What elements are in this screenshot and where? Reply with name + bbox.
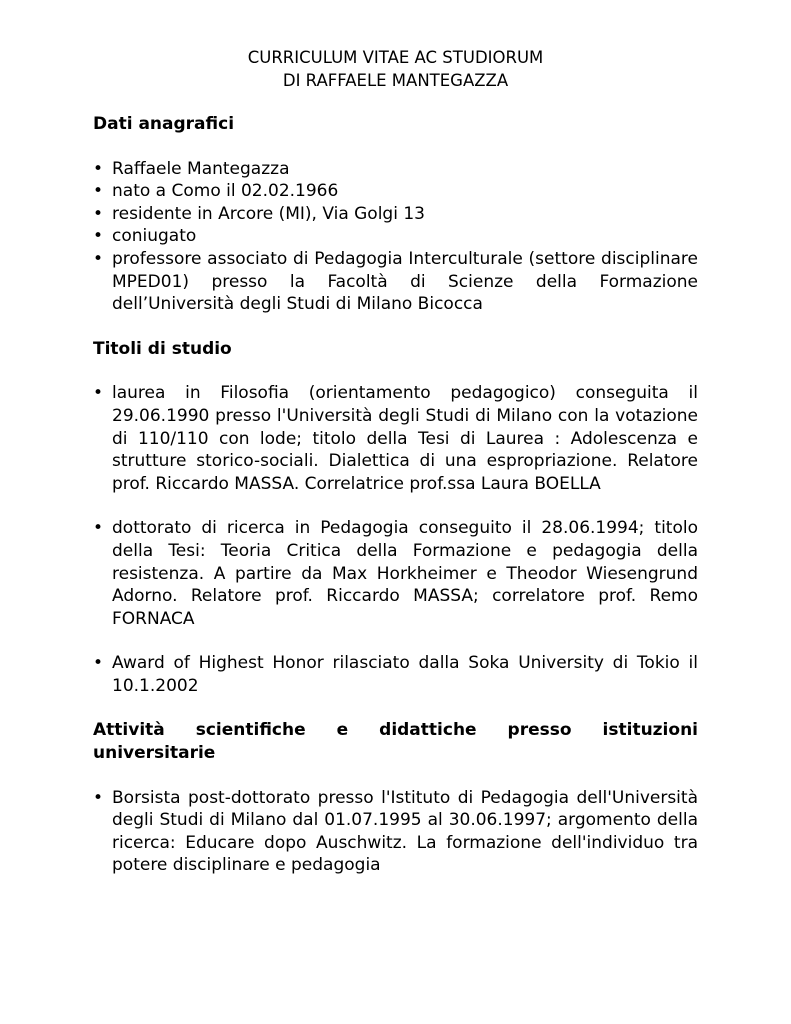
list-item-text: professore associato di Pedagogia Interculturale (settore disciplinare MPED01) presso la Facoltà di Scienze della Formazione dell’Università degli Studi di Milano Bicocca <box>112 248 698 315</box>
bullet-icon: • <box>93 518 104 539</box>
list-item <box>93 248 698 316</box>
list-item-text: laurea in Filosofia (orientamento pedagogico) conseguita il 29.06.1990 presso l'Università degli Studi di Milano con la votazione di 110/110 con lode; titolo della Tesi di Laurea : Adolescenza e strutture storico-sociali. Dialettica di una espropriazione. Relatore prof. Riccardo MASSA. Correlatrice prof.ssa Laura BOELLA <box>112 383 698 494</box>
section-heading-dati-anagrafici: Dati anagrafici <box>93 114 235 134</box>
title-line-2: DI RAFFAELE MANTEGAZZA <box>282 70 509 90</box>
list-item-text: residente in Arcore (MI), Via Golgi 13 <box>112 203 425 224</box>
list-item <box>93 158 698 181</box>
list-item <box>93 225 698 248</box>
bullet-icon: • <box>93 248 104 269</box>
list-item <box>93 180 698 203</box>
bullet-icon: • <box>93 203 104 224</box>
list-item-text: coniugato <box>112 226 197 247</box>
bullet-icon: • <box>93 226 104 247</box>
list-item-text: Award of Highest Honor rilasciato dalla Soka University di Tokio il 10.1.2002 <box>112 653 698 696</box>
list-item <box>93 652 698 697</box>
bullet-icon: • <box>93 787 104 808</box>
list-attivita <box>93 787 698 877</box>
bullet-icon: • <box>93 383 104 404</box>
section-heading-attivita: Attività scientifiche e didattiche presso istituzioni universitarie <box>93 720 698 764</box>
list-item-text: Raffaele Mantegazza <box>112 158 290 179</box>
bullet-icon: • <box>93 181 104 202</box>
list-item <box>93 203 698 226</box>
list-item-text: nato a Como il 02.02.1966 <box>112 181 339 202</box>
list-item-text: Borsista post-dottorato presso l'Istituto di Pedagogia dell'Università degli Studi di Milano dal 01.07.1995 al 30.06.1997; argomento della ricerca: Educare dopo Auschwitz. La formazione dell'individuo tra potere disciplinare e pedagogia <box>112 787 698 876</box>
title-line-1: CURRICULUM VITAE AC STUDIORUM <box>247 48 544 67</box>
list-titoli-di-studio <box>93 382 698 697</box>
bullet-icon: • <box>93 653 104 674</box>
section-heading-titoli-di-studio: Titoli di studio <box>93 338 232 359</box>
list-item <box>93 787 698 877</box>
list-item <box>93 517 698 630</box>
bullet-icon: • <box>93 158 104 179</box>
list-dati-anagrafici <box>93 158 698 316</box>
document-title <box>93 47 698 92</box>
list-item <box>93 382 698 495</box>
list-item-text: dottorato di ricerca in Pedagogia conseguito il 28.06.1994; titolo della Tesi: Teoria Critica della Formazione e pedagogia della resistenza. A partire da Max Horkheimer e Theodor Wiesengrund Adorno. Relatore prof. Riccardo MASSA; correlatore prof. Remo FORNACA <box>112 518 698 629</box>
